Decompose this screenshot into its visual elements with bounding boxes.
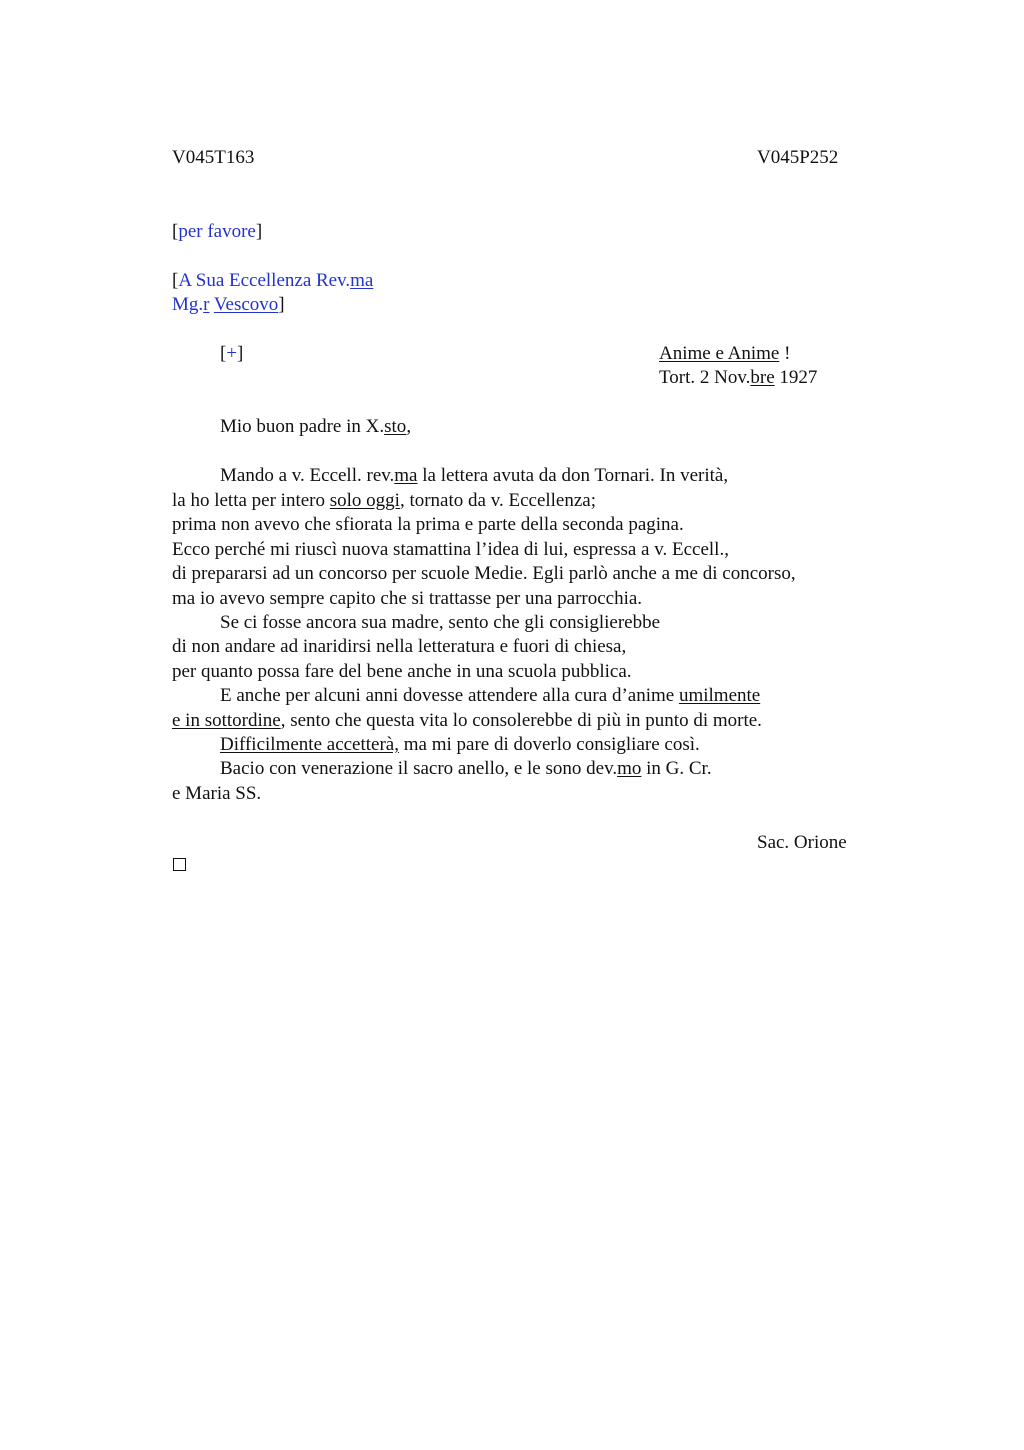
address-line-2 (172, 293, 285, 317)
dateline-month-abbrev: bre (750, 367, 775, 388)
salutation-abbrev: sto (384, 416, 407, 437)
body-line: prima non avevo che sfiorata la prima e parte della seconda pagina. (172, 514, 684, 535)
body-line: E anche per alcuni anni dovesse attendere alla cura d’anime umilmente (220, 685, 761, 706)
body-line: la ho letta per intero solo oggi, tornato da v. Eccellenza; (172, 490, 597, 511)
dateline: Tort. 2 Nov.bre 1927 (659, 367, 818, 388)
body-line: Bacio con venerazione il sacro anello, e le sono dev.mo in G. Cr. (220, 758, 712, 779)
motto: Anime e Anime ! (659, 343, 791, 364)
salutation: Mio buon padre in X.sto, (220, 416, 412, 437)
body-line: per quanto possa fare del bene anche in una scuola pubblica. (172, 661, 632, 682)
address-line-1 (172, 269, 373, 293)
cross-icon: + (226, 343, 238, 364)
body-line: Mando a v. Eccell. rev.ma la lettera avuta da don Tornari. In verità, (220, 465, 729, 486)
body-line: di non andare ad inaridirsi nella letteratura e fuori di chiesa, (172, 636, 627, 657)
body-line: Se ci fosse ancora sua madre, sento che gli consiglierebbe (220, 612, 661, 633)
note-text: per favore (178, 221, 256, 242)
address-mgr: Mg. (172, 294, 204, 315)
body-line: ma io avevo sempre capito che si trattasse per una parrocchia. (172, 588, 643, 609)
address-title: A Sua Eccellenza Rev. (178, 270, 351, 291)
body-line: di prepararsi ad un concorso per scuole Medie. Egli parlò anche a me di concorso, (172, 563, 796, 584)
address-bishop: Vescovo (213, 294, 279, 315)
cross-mark: [+] (220, 343, 244, 364)
body-line: e in sottordine, sento che questa vita lo consolerebbe di più in punto di morte. (172, 710, 762, 731)
body-line: Difficilmente accetterà, ma mi pare di doverlo consigliare così. (220, 734, 700, 755)
bracket-open: [ (172, 270, 179, 291)
bracket-close: ] (255, 221, 263, 242)
document-code-left: V045T163 (172, 147, 255, 168)
address-mgr-abbrev: r (203, 294, 210, 315)
bracket-close: ] (278, 294, 285, 315)
address-abbrev: ma (350, 270, 374, 291)
signature: Sac. Orione (757, 832, 847, 853)
editorial-note (172, 220, 262, 244)
motto-text: Anime e Anime (659, 343, 780, 364)
body-line: Ecco perché mi riuscì nuova stamattina l’idea di lui, espressa a v. Eccell., (172, 539, 729, 560)
body-line: e Maria SS. (172, 783, 262, 804)
end-box-icon (173, 858, 186, 871)
document-code-right: V045P252 (757, 147, 839, 168)
bracket-open: [ (172, 221, 179, 242)
